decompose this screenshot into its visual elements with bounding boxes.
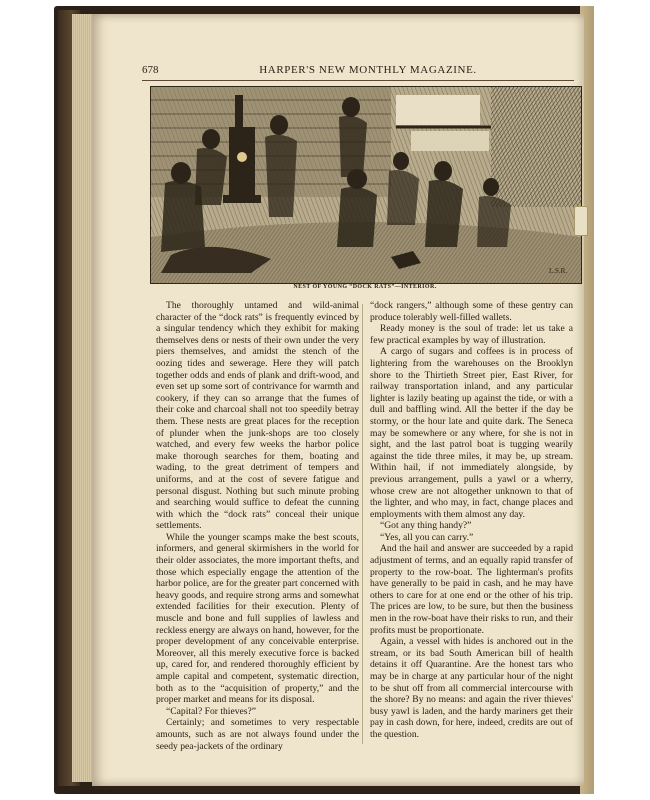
right-paragraph: Again, a vessel with hides is anchored out in the stream, or its bad South American bill of health detains it off Quarantine. Are the honest tars who may be in charge at any particular hour of the night to be shut off from all commercial intercourse with the shore? By no means: and again the river thieves' busy yawl is laden, and the hardy mariners get their pay in cash down, for here, indeed, credits are out of the question. [370, 636, 573, 740]
column-divider [362, 304, 363, 744]
paper-tab [574, 206, 588, 236]
right-paragraph: And the hail and answer are succeeded by a rapid adjustment of terms, and an equally rapid transfer of property to the row-boat. The lighterman's profits have generally to be paid in cash, and he may have others to care for at one end or the other of his trip. The prices are low, to be sure, but then the business men in the row-boat have their risks to run, and their profits must be proportionate. [370, 543, 573, 636]
left-paragraph: The thoroughly untamed and wild-animal character of the “dock rats” is frequently evinced by a singular tendency which they exhibit for making themselves dens or nests of their own under the very piers themselves, and amidst the stench of the oozing tides and sewerage. Here they will patch together odds and ends of plank and drift-wood, and even set up some sort of contrivance for warmth and cookery, if they can so arrange that the fumes of their coke and charcoal shall not too speedily betray them. These nests are great places for the reception of plunder when the junk-shops are too closely watched, and every few weeks the harbor police make thorough searches for them, boating and wading, to the great detriment of tempers and uniforms, and at the cost of severe fatigue and personal disgust. Nothing but such minute probing and searching would suffice to defeat the cunning with which the “dock rats” conceal their unique settlements. [156, 300, 359, 532]
right-paragraph: A cargo of sugars and coffees is in process of lightering from the warehouses on the Brooklyn shore to the Thirtieth Street pier, East River, for railway transportation inland, and any particular lighter is lazily beating up against the tide, or with a dull and baffling wind. All the better if the day be stormy, or the hour late and quite dark. The Seneca may be somewhere or any where, for she is not in sight, and the last patrol boat is tugging wearily against the tide three miles, it may be, up stream. Within hail, if not immediately alongside, by previous arrangement, pulls a yawl or a wherry, whose crew are not altogether unknown to that of the lighter, and who may, in fact, change places and employments with them almost any day. [370, 346, 573, 520]
right-paragraph: “Got any thing handy?” [380, 520, 472, 532]
right-paragraph: Ready money is the soul of trade: let us take a few practical examples by way of illustration. [370, 323, 573, 346]
illustration-caption: NEST OF YOUNG “DOCK RATS”—INTERIOR. [293, 284, 437, 290]
magazine-page [92, 14, 584, 786]
artist-signature: L.S.R. [549, 267, 568, 275]
right-paragraph: “dock rangers,” although some of these gentry can produce tolerably well-filled wallets. [370, 300, 573, 323]
engraving-illustration [150, 86, 582, 284]
left-paragraph: “Capital? For thieves?” [166, 705, 257, 717]
page-edges [72, 14, 92, 782]
left-paragraph: Certainly; and sometimes to very respectable amounts, such as are not always found under the seedy pea-jackets of the ordinary [156, 717, 359, 752]
running-head: HARPER'S NEW MONTHLY MAGAZINE. [259, 64, 477, 76]
left-paragraph: While the younger scamps make the best scouts, informers, and general skirmishers in the world for their older associates, the more important thefts, and those which especially engage the attention of the harbor police, are for the greater part concerned with heavy goods, and require strong arms and somewhat extended facilities for their execution. Plenty of muscle and bone and full supplies of lawless and reckless energy are always on hand, however, for the proper development of any conceivable enterprise. Moreover, all this merely executive force is backed up, cared for, and rendered thoroughly efficient by ample capital and competent, systematic direction, both as to the “acquisition of property,” and the proper market and means for its disposal. [156, 531, 359, 706]
right-paragraph: “Yes, all you can carry.” [380, 531, 474, 543]
left-column [156, 300, 359, 752]
right-column [370, 300, 573, 741]
header-rule [142, 80, 574, 81]
page-number: 678 [142, 64, 159, 76]
